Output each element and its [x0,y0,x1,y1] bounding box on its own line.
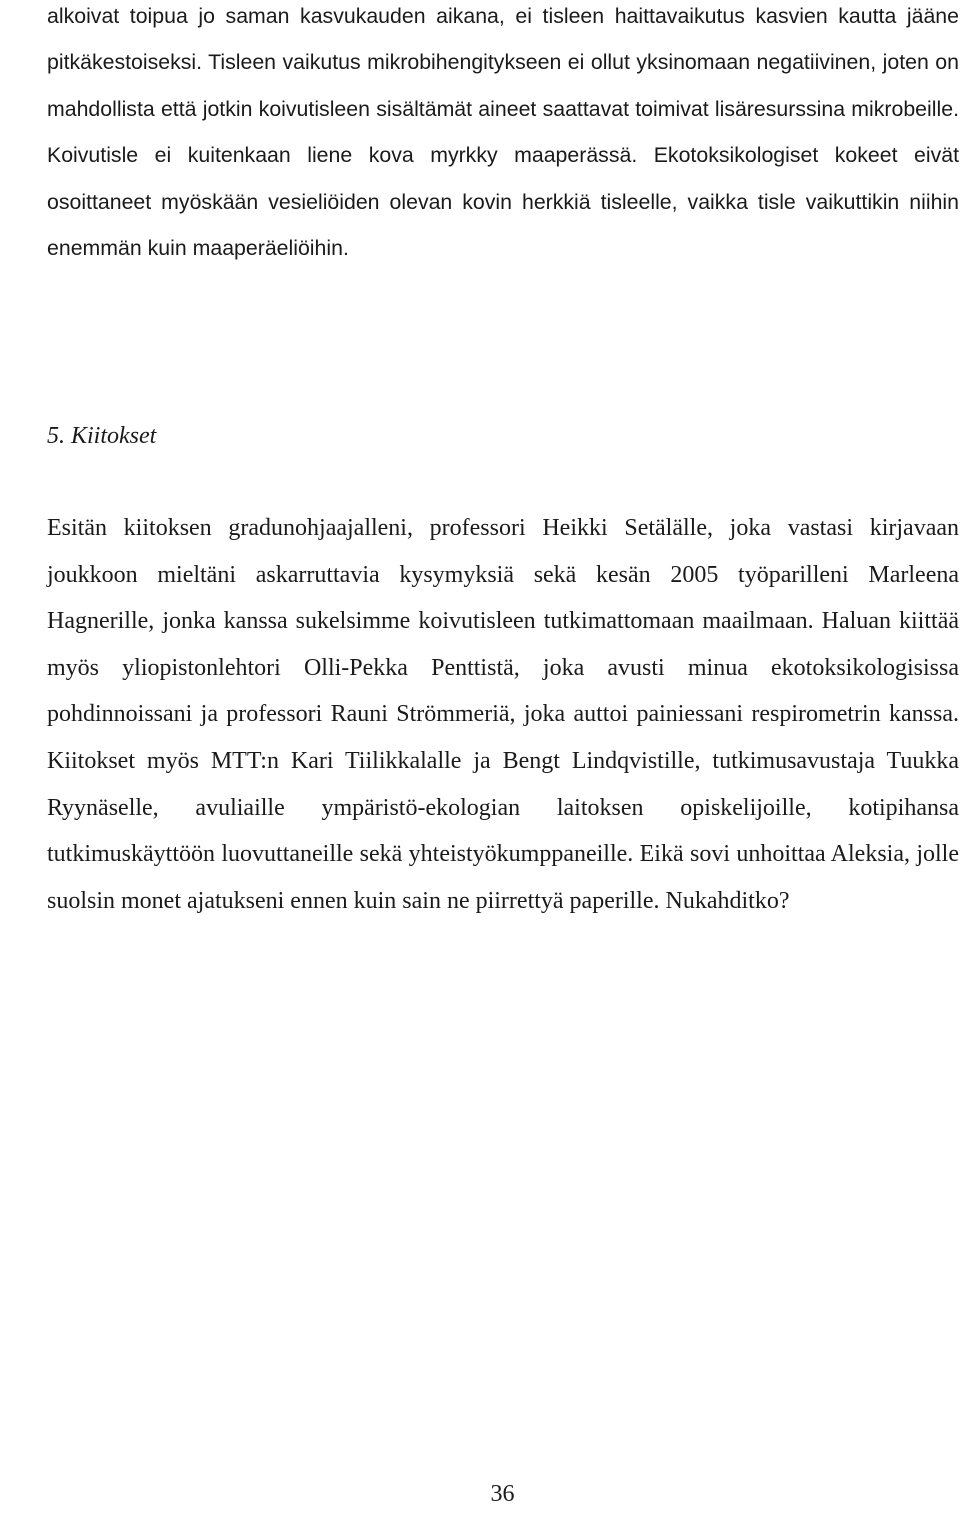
page-number: 36 [490,1481,515,1507]
intro-paragraph: alkoivat toipua jo saman kasvukauden aikana, ei tisleen haittavaikutus kasvien kautta jääne pitkäkestoiseksi. Tisleen vaikutus mikrobihengitykseen ei ollut yksinomaan negatiivinen, joten on mahdollista että jotkin koivutisleen sisältämät aineet saattavat toimivat lisäresurssina mikrobeille. Koivutisle ei kuitenkaan liene kova myrkky maaperässä. Ekotoksikologiset kokeet eivät osoittaneet myöskään vesieliöiden olevan kovin herkkiä tisleelle, vaikka tisle vaikuttikin niihin enemmän kuin maaperäeliöihin. [47,4,959,261]
section-heading: 5. Kiitokset [47,423,157,449]
acknowledgements-paragraph: Esitän kiitoksen gradunohjaajalleni, professori Heikki Setälälle, joka vastasi kirjavaan joukkoon mieltäni askarruttavia kysymyksiä sekä kesän 2005 työparilleni Marleena Hagnerille, jonka kanssa sukelsimme koivutisleen tutkimattomaan maailmaan. Haluan kiittää myös yliopistonlehtori Olli-Pekka Penttistä, joka avusti minua ekotoksikologisissa pohdinnoissani ja professori Rauni Strömmeriä, joka auttoi painiessani respirometrin kanssa. Kiitokset myös MTT:n Kari Tiilikkalalle ja Bengt Lindqvistille, tutkimusavustaja Tuukka Ryynäselle, avuliaille ympäristö-ekologian laitoksen opiskelijoille, kotipihansa tutkimuskäyttöön luovuttaneille sekä yhteistyökumppaneille. Eikä sovi unhoittaa Aleksia, jolle suolsin monet ajatukseni ennen kuin sain ne piirrettyä paperille. Nukahditko? [47,515,959,914]
